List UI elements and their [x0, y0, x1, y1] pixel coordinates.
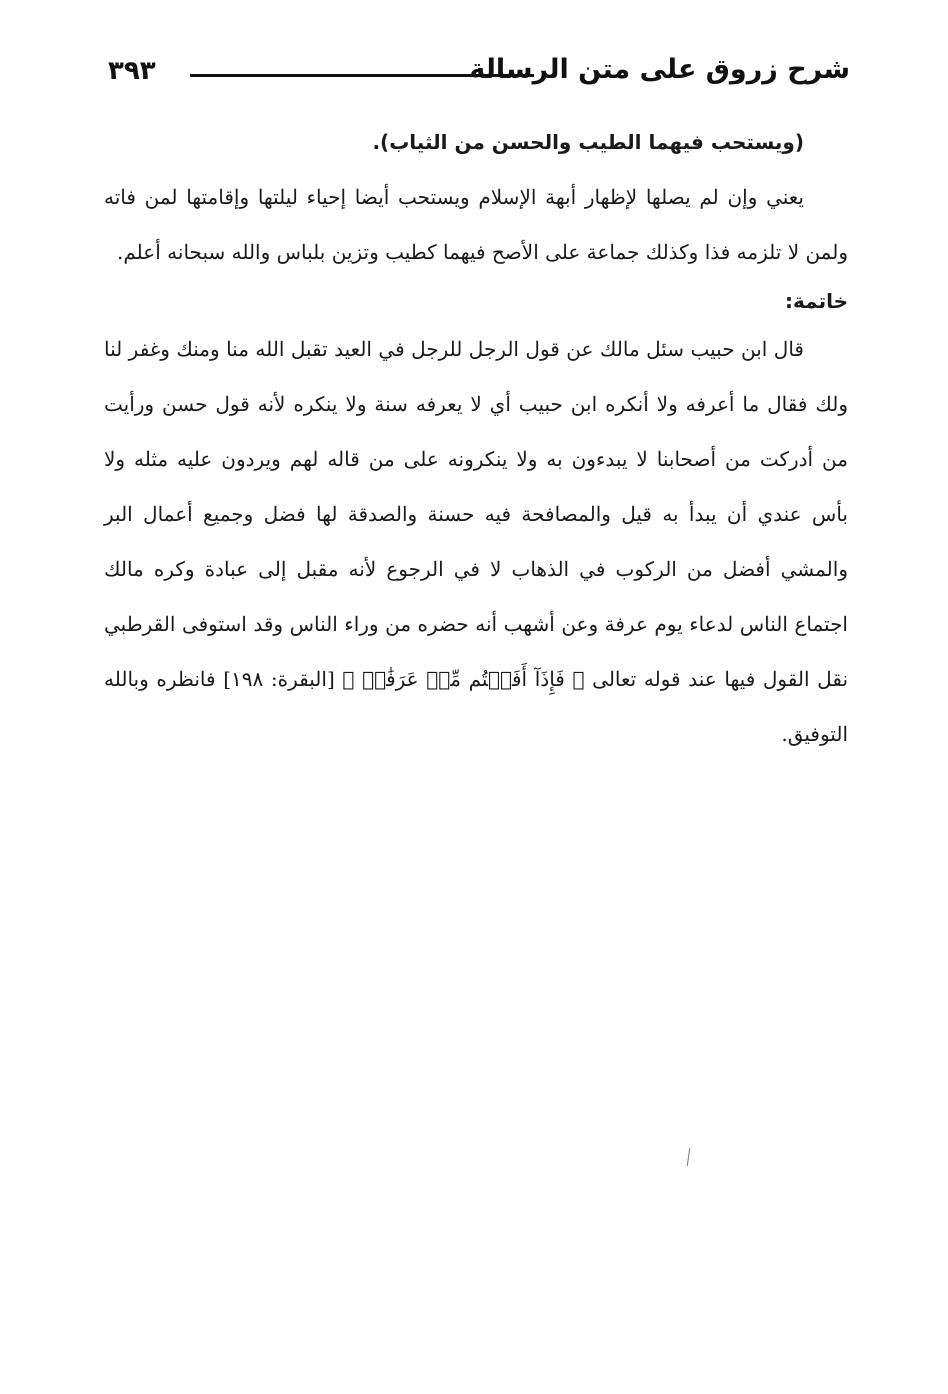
matn-quote: (ويستحب فيهما الطيب والحسن من الثياب).: [372, 130, 804, 154]
section-heading: خاتمة:: [785, 289, 848, 313]
closing-text: فانظره وبالله التوفيق.: [104, 667, 848, 746]
page-number: ٣٩٣: [108, 56, 156, 86]
closing-paragraph-text: قال ابن حبيب سئل مالك عن قول الرجل للرجل في العيد تقبل الله منا ومنك وغفر لنا ولك فقال ما أعرفه ولا أنكره ابن حبيب أي لا يعرفه سنة ولا ينكره لأنه قول حسن ورأيت من أدركت من أصحابنا لا يبدءون به ولا ينكرونه على من قاله لهم ويردون عليه مثله ولا بأس عندي أن يبدأ به قيل والمصافحة فيه حسنة والصدقة لها فضل وجميع أعمال البر والمشي أفضل من الركوب في الذهاب لا في الرجوع لأنه مقبل إلى عبادة وكره مالك اجتماع الناس لدعاء يوم عرفة وعن أشهب أنه حضره من وراء الناس وقد استوفى القرطبي نقل القول فيها عند قوله تعالى: [104, 337, 849, 691]
body-text: [104, 122, 848, 762]
running-title: شرح زروق على متن الرسالة: [469, 54, 850, 85]
quran-verse: ﴿ فَإِذَآ أَفَضۡتُم مِّنۡ عَرَفَٰتٖ ﴾: [342, 667, 585, 691]
verse-citation: [البقرة: ١٩٨]: [223, 667, 335, 691]
page-header: [108, 54, 850, 98]
commentary-paragraph: يعني وإن لم يصلها لإظهار أبهة الإسلام ويستحب أيضا إحياء ليلتها وإقامتها لمن فاته ولمن لا تلزمه فذا وكذلك جماعة على الأصح فيهما كطيب وتزين بلباس والله سبحانه أعلم.: [104, 185, 848, 264]
pencil-mark: [687, 1148, 690, 1166]
closing-paragraph: [104, 322, 848, 762]
